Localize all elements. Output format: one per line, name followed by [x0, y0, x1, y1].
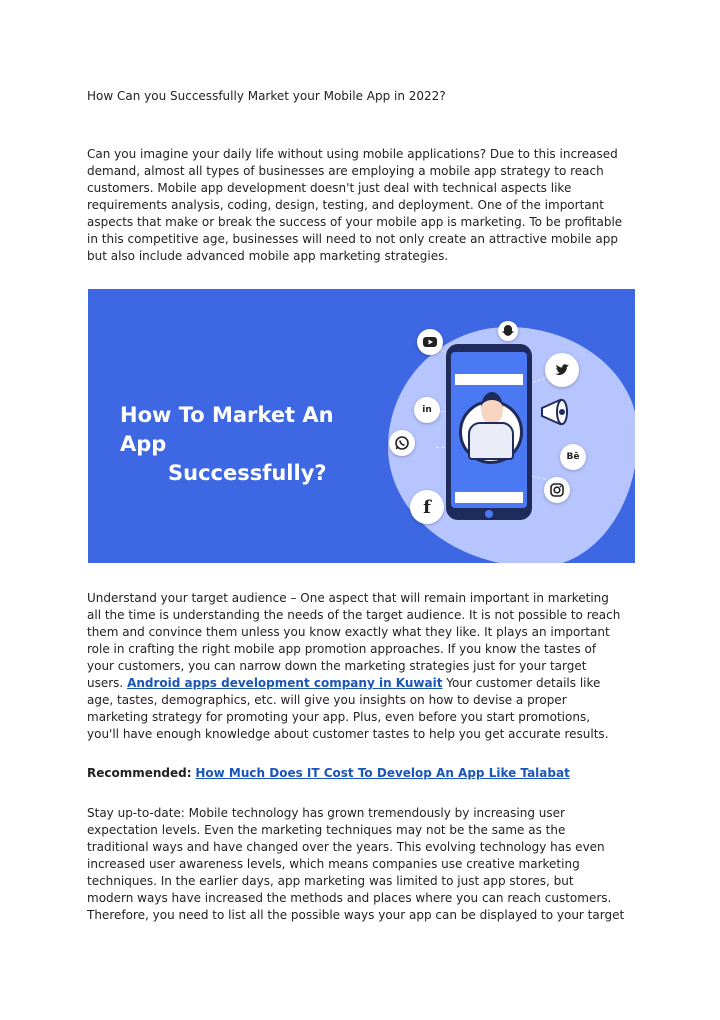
banner-heading-line: Successfully?	[168, 461, 327, 485]
text-line: expectation levels. Even the marketing techniques may not be the same as the	[87, 823, 566, 837]
intro-paragraph	[87, 146, 635, 265]
text-line: your customers, you can narrow down the marketing strategies just for your target	[87, 659, 587, 673]
person-body	[468, 422, 514, 460]
text-line: customers. Mobile app development doesn't just deal with technical aspects like	[87, 181, 572, 195]
screen-bar	[455, 492, 523, 503]
text-line: Stay up-to-date: Mobile technology has grown tremendously by increasing user	[87, 806, 565, 820]
snapchat-icon	[498, 321, 518, 341]
phone-illustration	[446, 344, 532, 520]
uptodate-paragraph	[87, 805, 635, 924]
text-line: modern ways have increased the methods and places where you can reach customers.	[87, 891, 612, 905]
instagram-icon	[544, 477, 570, 503]
recommended-link[interactable]: How Much Does IT Cost To Develop An App Like Talabat	[195, 766, 570, 780]
text-line: increased user awareness levels, which means companies use creative marketing	[87, 857, 580, 871]
phone-screen	[451, 352, 527, 508]
text-line: demand, almost all types of businesses are employing a mobile app strategy to reach	[87, 164, 604, 178]
text-line: all the time is understanding the needs of the target audience. It is not possible to reach	[87, 608, 621, 622]
text-line: you'll have enough knowledge about customer tastes to help you get accurate results.	[87, 727, 609, 741]
link-line-suffix: Your customer details like	[442, 676, 601, 690]
screen-bar	[455, 374, 523, 385]
text-line: them and convince them unless you know exactly what they like. It plays an important	[87, 625, 610, 639]
page-title: How Can you Successfully Market your Mobile App in 2022?	[87, 89, 446, 103]
text-line: but also include advanced mobile app marketing strategies.	[87, 249, 449, 263]
behance-icon: Bē	[560, 444, 586, 470]
megaphone-icon	[540, 397, 576, 427]
banner-heading	[120, 401, 360, 488]
hero-banner-image	[88, 289, 635, 563]
android-company-link[interactable]: Android apps development company in Kuwait	[127, 676, 443, 690]
home-button	[485, 510, 493, 518]
text-line: Can you imagine your daily life without using mobile applications? Due to this increased	[87, 147, 618, 161]
text-line: requirements analysis, coding, design, testing, and deployment. One of the important	[87, 198, 604, 212]
text-line: Understand your target audience – One aspect that will remain important in marketing	[87, 591, 609, 605]
text-line: aspects that make or break the success of your mobile app is marketing. To be profitable	[87, 215, 623, 229]
twitter-icon	[545, 353, 579, 387]
recommended-label: Recommended:	[87, 766, 192, 780]
text-line: in this competitive age, businesses will need to not only create an attractive mobile app	[87, 232, 618, 246]
link-line-prefix: users.	[87, 676, 128, 690]
text-line-with-link	[87, 675, 635, 692]
youtube-icon	[417, 329, 443, 355]
whatsapp-icon	[389, 430, 415, 456]
audience-paragraph	[87, 590, 635, 743]
recommended-line	[87, 765, 635, 782]
person-head	[481, 392, 503, 424]
banner-heading-line: How To Market An App	[120, 403, 334, 456]
text-line: traditional ways and have changed over the years. This evolving technology has even	[87, 840, 605, 854]
facebook-icon: f	[410, 490, 444, 524]
linkedin-icon: in	[414, 397, 440, 423]
text-line: role in crafting the right mobile app promotion approaches. If you know the tastes of	[87, 642, 597, 656]
text-line: age, tastes, demographics, etc. will give you insights on how to devise a proper	[87, 693, 567, 707]
text-line: techniques. In the earlier days, app marketing was limited to just app stores, but	[87, 874, 574, 888]
text-line: marketing strategy for promoting your app. Plus, even before you start promotions,	[87, 710, 591, 724]
text-line: Therefore, you need to list all the possible ways your app can be displayed to your target	[87, 908, 625, 922]
